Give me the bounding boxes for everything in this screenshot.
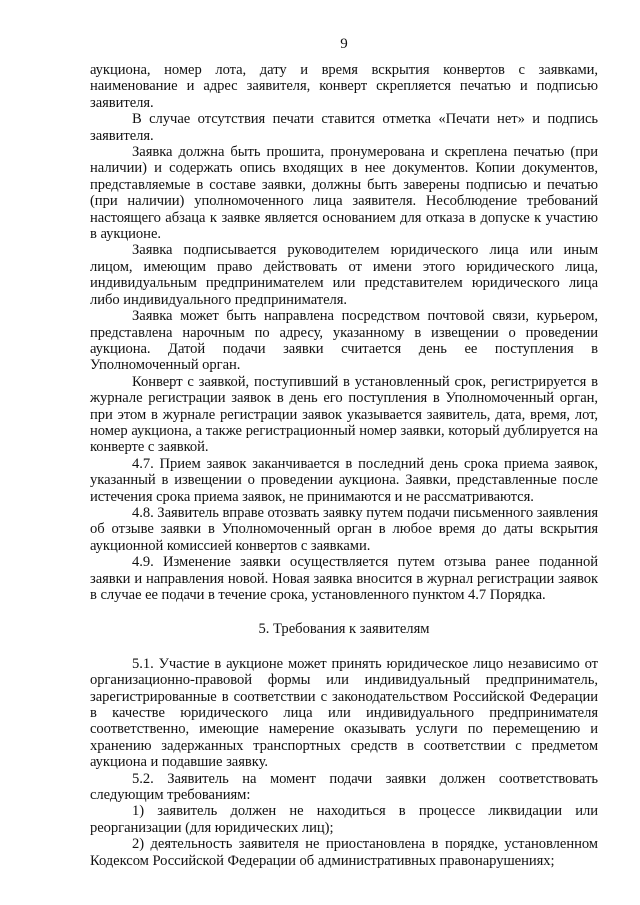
paragraph-4-8: 4.8. Заявитель вправе отозвать заявку путем подачи письменного заявления об отзыве заявки в Уполномоченный орган в любое время до даты вскрытия аукционной комиссией конвертов с заявками.	[90, 504, 598, 554]
paragraph-submission-methods: Заявка может быть направлена посредством почтовой связи, курьером, представлена нарочным по адресу, указанному в извещении о проведении аукциона. Датой подачи заявки считается день ее поступления в Уполномоченный орган.	[90, 308, 598, 374]
body-top	[90, 62, 598, 603]
paragraph-no-seal: В случае отсутствия печати ставится отметка «Печати нет» и подпись заявителя.	[90, 111, 598, 144]
paragraph-binding-requirements: Заявка должна быть прошита, пронумерована и скреплена печатью (при наличии) и содержать опись входящих в нее документов. Копии документов, представляемые в составе заявки, должны быть заверены подписью и печатью (при наличии) уполномоченного лица заявителя. Несоблюдение требований настоящего абзаца к заявке является основанием для отказа в допуске к участию в аукционе.	[90, 144, 598, 243]
body-bottom	[90, 656, 598, 869]
page-number: 9	[340, 36, 348, 52]
section-heading: 5. Требования к заявителям	[258, 621, 430, 638]
paragraph-lot-details: аукциона, номер лота, дату и время вскрытия конвертов с заявками, наименование и адрес заявителя, конверт скрепляется печатью и подписью заявителя.	[90, 62, 598, 111]
paragraph-4-9: 4.9. Изменение заявки осуществляется путем отзыва ранее поданной заявки и направления новой. Новая заявка вносится в журнал регистрации заявок в случае ее подачи в течение срока, установленного пунктом 4.7 Порядка.	[90, 554, 598, 603]
paragraph-registration: Конверт с заявкой, поступивший в установленный срок, регистрируется в журнале регистрации заявок в день его поступления в Уполномоченный орган, при этом в журнале регистрации заявок указывается заявитель, дата, время, лот, номер аукциона, а также регистрационный номер заявки, который дублируется на конверте с заявкой.	[90, 373, 598, 456]
list-item-suspension: 2) деятельность заявителя не приостановлена в порядке, установленном Кодексом Российской Федерации об административных правонарушениях;	[90, 836, 598, 869]
list-item-liquidation: 1) заявитель должен не находиться в процессе ликвидации или реорганизации (для юридических лиц);	[90, 803, 598, 836]
paragraph-signing: Заявка подписывается руководителем юридического лица или иным лицом, имеющим право действовать от имени этого юридического лица, индивидуальным предпринимателем или представителем юридического лица либо индивидуального предпринимателя.	[90, 242, 598, 308]
paragraph-4-7: 4.7. Прием заявок заканчивается в последний день срока приема заявок, указанный в извещении о проведении аукциона. Заявки, представленные после истечения срока приема заявок, не принимаются и не рассматриваются.	[90, 455, 598, 505]
paragraph-5-1: 5.1. Участие в аукционе может принять юридическое лицо независимо от организационно-правовой формы или индивидуальный предприниматель, зарегистрированные в соответствии с законодательством Российской Федерации в качестве юридического лица или индивидуального предпринимателя соответственно, имеющие намерение оказывать услуги по перемещению и хранению задержанных транспортных средств в соответствии с предметом аукциона и подавшие заявку.	[90, 655, 598, 771]
paragraph-5-2: 5.2. Заявитель на момент подачи заявки должен соответствовать следующим требованиям:	[90, 770, 598, 804]
